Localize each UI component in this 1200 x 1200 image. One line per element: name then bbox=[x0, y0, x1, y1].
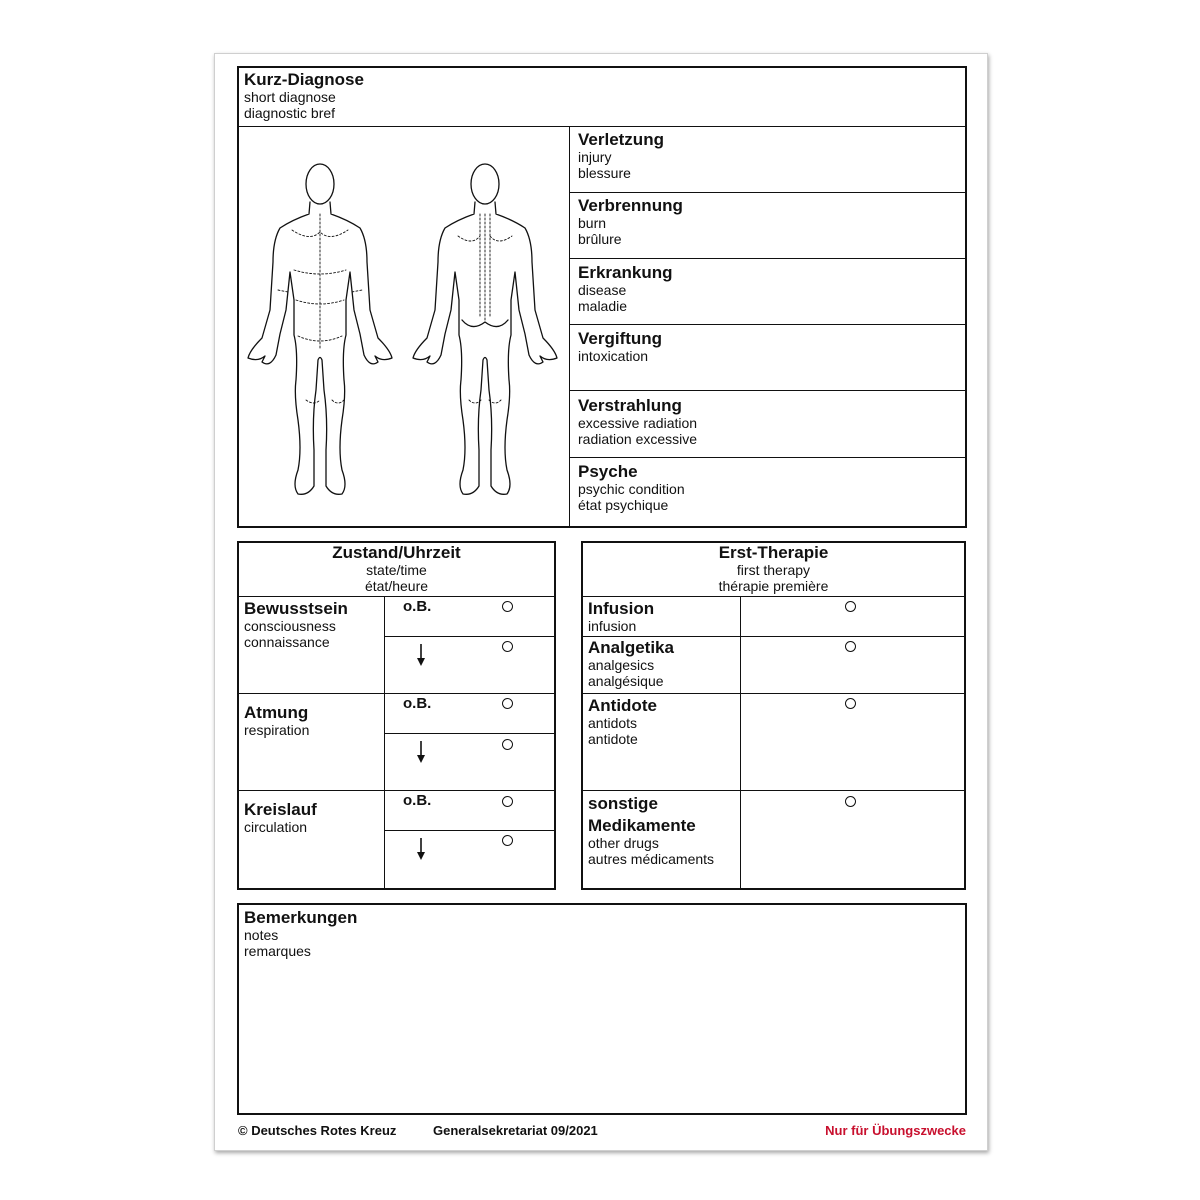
therapy-checkbox[interactable] bbox=[845, 796, 856, 807]
state-title: Bewusstsein bbox=[244, 599, 348, 618]
divider bbox=[385, 830, 555, 831]
therapie-title: Erst-Therapie bbox=[718, 543, 829, 562]
divider bbox=[570, 457, 966, 458]
therapy-checkbox[interactable] bbox=[845, 601, 856, 612]
therapy-row-analgesics bbox=[588, 638, 674, 689]
therapie-fr: thérapie première bbox=[718, 578, 829, 594]
therapy-en: analgesics bbox=[588, 657, 655, 673]
divider bbox=[238, 596, 555, 597]
notes-header bbox=[244, 908, 357, 959]
therapy-en: other drugs bbox=[588, 835, 659, 851]
divider bbox=[238, 693, 555, 694]
kurz-diagnose-header bbox=[244, 70, 364, 121]
divider bbox=[569, 127, 570, 527]
state-row-consciousness bbox=[244, 599, 348, 650]
therapy-title-line2: Medikamente bbox=[588, 816, 696, 835]
divider bbox=[385, 636, 555, 637]
divider bbox=[385, 733, 555, 734]
state-checkbox[interactable] bbox=[502, 601, 513, 612]
category-injury[interactable] bbox=[578, 130, 958, 190]
ob-label: o.B. bbox=[403, 695, 432, 712]
ob-label: o.B. bbox=[403, 598, 432, 615]
category-title: Verletzung bbox=[578, 130, 664, 149]
state-row-respiration bbox=[244, 703, 309, 738]
footer-copyright: © Deutsches Rotes Kreuz bbox=[238, 1123, 397, 1138]
state-en: circulation bbox=[244, 819, 308, 835]
category-fr: maladie bbox=[578, 298, 628, 314]
category-en: disease bbox=[578, 282, 627, 298]
therapy-en: antidots bbox=[588, 715, 638, 731]
therapie-header bbox=[582, 543, 965, 594]
category-fr: brûlure bbox=[578, 231, 622, 247]
divider bbox=[570, 324, 966, 325]
therapy-row-other-drugs bbox=[588, 794, 714, 867]
divider bbox=[582, 790, 965, 791]
divider bbox=[238, 790, 555, 791]
therapy-fr: antidote bbox=[588, 731, 638, 747]
state-checkbox[interactable] bbox=[502, 835, 513, 846]
state-checkbox[interactable] bbox=[502, 796, 513, 807]
footer-practice-notice: Nur für Übungszwecke bbox=[825, 1123, 966, 1138]
zustand-en: state/time bbox=[366, 562, 427, 578]
category-burn[interactable] bbox=[578, 196, 958, 256]
state-en: consciousness bbox=[244, 618, 336, 634]
down-arrow-icon bbox=[415, 740, 427, 764]
down-arrow-icon bbox=[415, 837, 427, 861]
divider bbox=[384, 597, 385, 889]
divider bbox=[582, 636, 965, 637]
category-en: excessive radiation bbox=[578, 415, 698, 431]
therapy-fr: autres médicaments bbox=[588, 851, 715, 867]
kurz-diagnose-fr: diagnostic bref bbox=[244, 105, 336, 121]
state-title: Kreislauf bbox=[244, 800, 317, 819]
zustand-title: Zustand/Uhrzeit bbox=[332, 543, 461, 562]
kurz-diagnose-en: short diagnose bbox=[244, 89, 336, 105]
category-intoxication[interactable] bbox=[578, 329, 958, 389]
category-title: Vergiftung bbox=[578, 329, 663, 348]
therapy-checkbox[interactable] bbox=[845, 641, 856, 652]
footer-secretariat: Generalsekretariat 09/2021 bbox=[433, 1123, 598, 1138]
category-en: psychic condition bbox=[578, 481, 685, 497]
category-psyche[interactable] bbox=[578, 462, 958, 522]
divider bbox=[570, 258, 966, 259]
therapy-fr: analgésique bbox=[588, 673, 664, 689]
divider bbox=[740, 597, 741, 889]
divider bbox=[570, 192, 966, 193]
state-row-circulation bbox=[244, 800, 317, 835]
notes-title: Bemerkungen bbox=[244, 908, 358, 927]
notes-en: notes bbox=[244, 927, 279, 943]
state-checkbox[interactable] bbox=[502, 739, 513, 750]
therapy-title: Analgetika bbox=[588, 638, 674, 657]
therapy-row-antidote bbox=[588, 696, 657, 747]
therapy-en: infusion bbox=[588, 618, 637, 634]
category-en: injury bbox=[578, 149, 612, 165]
category-en: intoxication bbox=[578, 348, 649, 364]
body-diagram[interactable] bbox=[240, 150, 565, 505]
state-checkbox[interactable] bbox=[502, 641, 513, 652]
therapy-row-infusion bbox=[588, 599, 654, 634]
category-title: Verstrahlung bbox=[578, 396, 682, 415]
therapy-checkbox[interactable] bbox=[845, 698, 856, 709]
body-front-regions bbox=[278, 214, 362, 403]
body-back-regions bbox=[458, 214, 512, 403]
therapy-title: Antidote bbox=[588, 696, 657, 715]
state-en: respiration bbox=[244, 722, 310, 738]
category-radiation[interactable] bbox=[578, 396, 958, 456]
category-en: burn bbox=[578, 215, 607, 231]
category-title: Erkrankung bbox=[578, 263, 673, 282]
therapy-title: sonstige bbox=[588, 794, 658, 813]
down-arrow-icon bbox=[415, 643, 427, 667]
divider bbox=[570, 390, 966, 391]
state-fr: connaissance bbox=[244, 634, 330, 650]
category-title: Psyche bbox=[578, 462, 638, 481]
category-fr: blessure bbox=[578, 165, 631, 181]
zustand-fr: état/heure bbox=[364, 578, 429, 594]
kurz-diagnose-title: Kurz-Diagnose bbox=[244, 70, 364, 89]
category-disease[interactable] bbox=[578, 263, 958, 323]
category-fr: état psychique bbox=[578, 497, 669, 513]
divider bbox=[582, 693, 965, 694]
state-title: Atmung bbox=[244, 703, 309, 722]
divider bbox=[238, 126, 966, 127]
category-fr: radiation excessive bbox=[578, 431, 698, 447]
ob-label: o.B. bbox=[403, 792, 432, 809]
state-checkbox[interactable] bbox=[502, 698, 513, 709]
therapy-title: Infusion bbox=[588, 599, 655, 618]
category-title: Verbrennung bbox=[578, 196, 683, 215]
notes-fr: remarques bbox=[244, 943, 311, 959]
zustand-header bbox=[238, 543, 555, 594]
therapie-en: first therapy bbox=[736, 562, 811, 578]
divider bbox=[582, 596, 965, 597]
